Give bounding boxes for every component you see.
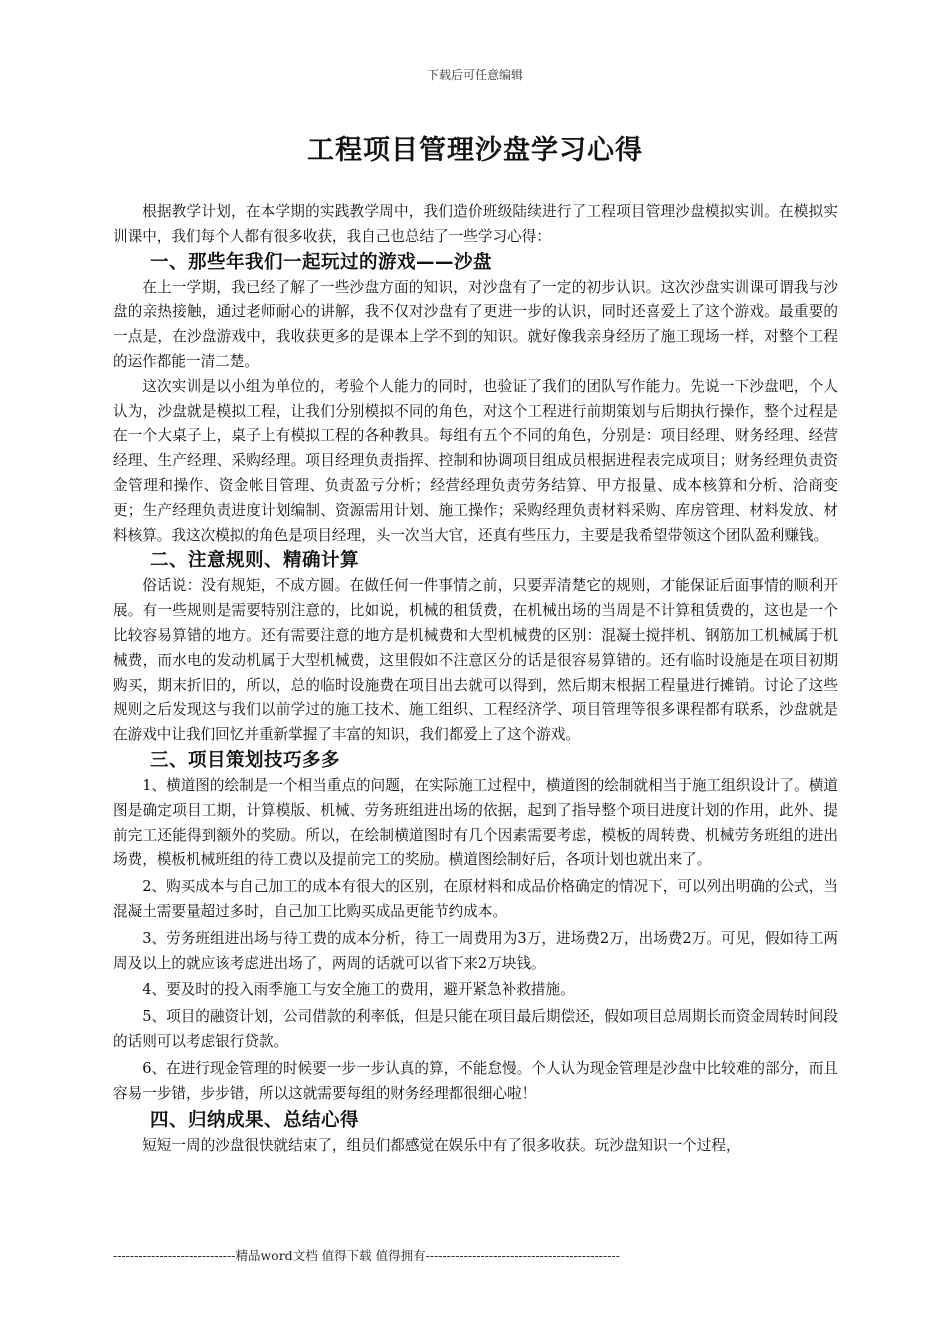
header-note: 下载后可任意编辑 [426, 68, 523, 82]
section-1-paragraph-2: 这次实训是以小组为单位的，考验个人能力的同时，也验证了我们的团队写作能力。先说一下沙盘吧，个人认为，沙盘就是模拟工程，让我们分别模拟不同的角色，对这个工程进行前期策划与后期执行操作，整个过程是在一个大桌子上，桌子上有模拟工程的各种教具。每组有五个不同的角色，分别是：项目经理、财务经理、经营经理、生产经理、采购经理。项目经理负责指挥、控制和协调项目组成员根据进程表完成项目；财务经理负责资金管理和操作、资金帐目管理、负责盈亏分析；经营经理负责劳务结算、甲方报量、成本核算和分析、洽商变更；生产经理负责进度计划编制、资源需用计划、施工操作；采购经理负责材料采购、库房管理、材料发放、材料核算。我这次模拟的角色是项目经理，头一次当大官，还真有些压力，主要是我希望带领这个团队盈利赚钱。 [113, 377, 838, 544]
section-2-paragraph-1: 俗话说：没有规矩，不成方圆。在做任何一件事情之前，只要弄清楚它的规则，才能保证后面事情的顺利开展。有一些规则是需要特别注意的，比如说，机械的租赁费，在机械出场的当周是不计算租赁费的，这也是一个比较容易算错的地方。还有需要注意的地方是机械费和大型机械费的区别：混凝土搅拌机、钢筋加工机械属于机械费，而水电的发动机属于大型机械费，这里假如不注意区分的话是很容易算错的。还有临时设施是在项目初期购买，期末折旧的，所以，总的临时设施费在项目出去就可以得到，然后期末根据工程量进行摊销。讨论了这些规则之后发现这与我们以前学过的施工技术、施工组织、工程经济学、项目管理等很多课程都有联系，沙盘就是在游戏中让我们回忆并重新掌握了丰富的知识，我们都爱上了这个游戏。 [113, 577, 838, 744]
footer-note: -----------------------------精品word文档 值得下载 值得拥有---------------------------------------------- [113, 1248, 620, 1263]
section-heading-2: 二、注意规则、精确计算 [150, 550, 360, 572]
section-heading-3: 三、项目策划技巧多多 [150, 749, 341, 771]
section-heading-4: 四、归纳成果、总结心得 [150, 1110, 360, 1132]
document-title: 工程项目管理沙盘学习心得 [307, 135, 643, 166]
intro-paragraph: 根据教学计划，在本学期的实践教学周中，我们造价班级陆续进行了工程项目管理沙盘模拟实训。在模拟实训课中，我们每个人都有很多收获，我自己也总结了一些学习心得： [113, 203, 838, 245]
section-3-item-5: 5、项目的融资计划，公司借款的利率低，但是只能在项目最后期偿还，假如项目总周期长而资金周转时间段的话则可以考虑银行贷款。 [113, 1008, 838, 1050]
section-3-item-3: 3、劳务班组进出场与待工费的成本分析，待工一周费用为3万，进场费2万，出场费2万。可见，假如待工两周及以上的就应该考虑进出场了，两周的话就可以省下来2万块钱。 [113, 929, 838, 972]
section-3-item-6: 6、在进行现金管理的时候要一步一步认真的算，不能怠慢。个人认为现金管理是沙盘中比较难的部分，而且容易一步错，步步错，所以这就需要每组的财务经理都很细心啦！ [113, 1059, 838, 1102]
section-heading-1: 一、那些年我们一起玩过的游戏——沙盘 [150, 251, 493, 273]
section-4-paragraph-1: 短短一周的沙盘很快就结束了，组员们都感觉在娱乐中有了很多收获。玩沙盘知识一个过程， [142, 1137, 741, 1155]
section-1-paragraph-1: 在上一学期，我已经了解了一些沙盘方面的知识，对沙盘有了一定的初步认识。这次沙盘实训课可谓我与沙盘的亲热接触，通过老师耐心的讲解，我不仅对沙盘有了更进一步的认识，同时还喜爱上了这个游戏。最重要的一点是，在沙盘游戏中，我收获更多的是课本上学不到的知识。就好像我亲身经历了施工现场一样，对整个工程的运作都能一清二楚。 [113, 278, 838, 370]
document-body [113, 200, 838, 1159]
section-3-item-1: 1、横道图的绘制是一个相当重点的问题，在实际施工过程中，横道图的绘制就相当于施工组织设计了。横道图是确定项目工期，计算模版、机械、劳务班组进出场的依据，起到了指导整个项目进度计划的作用，此外、提前完工还能得到额外的奖励。所以，在绘制横道图时有几个因素需要考虑，模板的周转费、机械劳务班组的进出场费，模板机械班组的待工费以及提前完工的奖励。横道图绘制好后，各项计划也就出来了。 [113, 776, 838, 869]
section-3-item-2: 2、购买成本与自己加工的成本有很大的区别，在原材料和成品价格确定的情况下，可以列出明确的公式，当混凝土需要量超过多时，自己加工比购买成品更能节约成本。 [113, 878, 838, 920]
section-3-item-4: 4、要及时的投入雨季施工与安全施工的费用，避开紧急补救措施。 [142, 981, 575, 999]
